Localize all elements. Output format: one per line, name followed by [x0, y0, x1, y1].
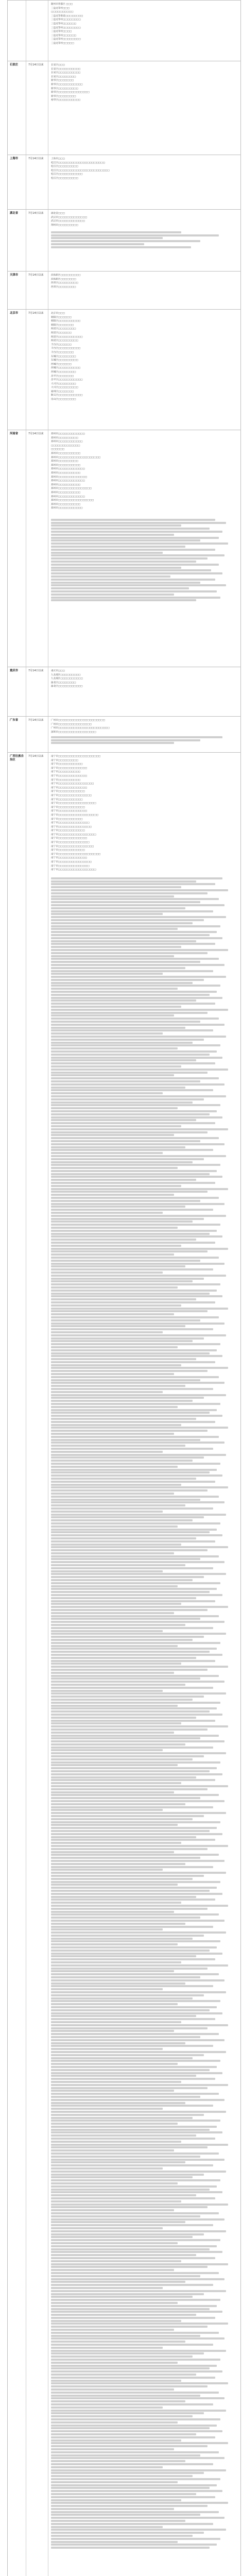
area-line: 海淀区□□□□□□	[51, 331, 72, 334]
area-line: 广州市□□□□□□□□□□□□□□□□□□□□□□□	[51, 727, 110, 730]
area-line: 南宁市□□□□□□□□□□	[51, 771, 81, 774]
area-line: 朝阳区□□□□□□□□□□	[51, 320, 81, 323]
area-line: 武汉市□□□□□□□□□□□□	[51, 220, 85, 223]
date-label: 7月14日以来	[28, 274, 44, 277]
area-line: 南宁市□□□□□□□□□□□	[51, 818, 83, 821]
area-line: 朝阳区□□□□□□	[51, 316, 72, 319]
region-name: 天津市	[10, 274, 19, 277]
area-line: 新华区□□□□□□□□□	[51, 87, 78, 90]
date-label: 7月14日以来	[28, 212, 44, 215]
redacted-text	[51, 735, 237, 745]
area-line: 九龙坡区□□□□□□□□□	[51, 673, 81, 676]
region-name: 河南省	[10, 432, 19, 435]
area-line: 南宁市□□□□□□□□□□□□	[51, 849, 85, 852]
date-label: 7月14日以来	[28, 63, 44, 66]
area-line: 南宁市□□□□□□□□□□□□□□□□□□□	[51, 853, 101, 856]
area-list	[51, 212, 237, 227]
area-list	[51, 63, 237, 103]
area-line: 湖北省□□□	[51, 212, 65, 215]
area-line: 南宁市□□□□□□□□□□□□	[51, 790, 85, 793]
table-section	[8, 716, 240, 753]
area-line: 滨海新区□□□□□□□□□	[51, 274, 81, 277]
area-line: 重庆市□□□	[51, 670, 65, 672]
area-line: 新华区□□□□□□□	[51, 79, 74, 82]
date-label: 7月14日以来	[28, 157, 44, 160]
area-line: 三盘龙等村□□□□□□	[51, 34, 77, 37]
area-line: 长安区□□□□□□□□□□	[51, 67, 81, 71]
area-line: 南宁市□□□□□□□□□□□□□□□□□	[51, 833, 96, 836]
area-list	[51, 3, 237, 46]
area-line: 郑州市□□□□□□□□□□□□□□□	[51, 487, 92, 490]
area-line: 西城区□□□□□□□□	[51, 370, 76, 374]
table-section	[8, 430, 240, 667]
redacted-text	[51, 876, 237, 2550]
area-line: 东城区□□□□□□□□	[51, 355, 76, 358]
area-line: 南宁市□□□□□□□□□□□□□□□	[51, 825, 92, 828]
area-line: □□□□□□□□□□□□□	[51, 444, 80, 447]
area-line: 新华区□□□□□□□□	[51, 95, 76, 98]
table-section	[8, 667, 240, 717]
area-line: 武汉市□□□□□□□□□□□□□	[51, 216, 88, 219]
area-line: 南宁市□□□□□□□□□□□□□	[51, 774, 88, 777]
area-line: 长安区□□□□□□□□□□	[51, 72, 81, 75]
area-line: 郑州市□□□□□□□□□□	[51, 491, 81, 494]
area-line: 郑州市□□□□□□□□□□	[51, 503, 81, 506]
region-name: 上海市	[10, 157, 19, 160]
area-line: 南宁市□□□□□□□□□□□□□□□□	[51, 845, 94, 848]
area-line: 南宁市□□□□□□□□□□□□□□	[51, 841, 90, 844]
table-section	[8, 0, 240, 61]
area-line: 上海市□□□	[51, 158, 65, 160]
area-line: 郑州市□□□□□□□□□□□□□□□□□□□	[51, 456, 101, 459]
area-line: 渝北区□□□□□□□□□□□	[51, 685, 83, 688]
area-line: 郑州市□□□□□□□□□□□□□□□□	[51, 499, 94, 502]
area-line: 三盘龙等村□□□□□□□□	[51, 38, 81, 41]
area-line: 西青区□□□□□□□□	[51, 285, 76, 289]
area-line: 海淀区□□□□□□□□□	[51, 340, 78, 343]
area-line: 昌平区□□□□□□□□□□□	[51, 379, 83, 382]
area-line: 南宁市□□□□□□□□□□□	[51, 798, 83, 801]
area-line: 西青区□□□□□□□□□	[51, 282, 78, 285]
area-line: 南宁市□□□□□□□□□□□	[51, 763, 83, 766]
area-line: □□□□□□□□□□	[51, 11, 74, 14]
area-line: 郑州市□□□□□□□□□□	[51, 452, 81, 455]
area-list	[51, 669, 237, 689]
area-line: 朝阳区□□□□□□□	[51, 324, 74, 327]
area-line: 丰台区□□□□□□	[51, 343, 72, 346]
region-name: 广东省	[10, 719, 19, 722]
area-line: 广州市□□□□□□□□□□□□□□□□□□□□□	[51, 719, 105, 722]
area-line: 南宁市□□□□□□□□□□	[51, 778, 81, 782]
area-line: 渝北区□□□□□□□□	[51, 681, 76, 684]
area-line: 三盘龙等村□□□□□□□□	[51, 26, 81, 29]
area-line: 丰台区□□□□□□□	[51, 351, 74, 354]
date-label: 7月14日以来	[28, 719, 44, 722]
area-line: 海淀区□□□□□□□□□□□	[51, 335, 83, 338]
area-line: 郑州市□□□□□□□□□□□	[51, 440, 83, 444]
redacted-text	[51, 518, 237, 602]
area-line: 松江区□□□□□□□□□□□□□□□□□□□□□	[51, 161, 105, 164]
area-line: 裕华区□□□□□□□□□□	[51, 99, 81, 102]
area-line: 长安区□□□	[51, 64, 65, 66]
region-name: 石家庄	[10, 63, 19, 66]
area-line: 松江区□□□□□□□□□	[51, 177, 78, 180]
area-line: 三盘龙等街道□□□□□□□□	[51, 14, 83, 18]
area-line: 南宁市□□□□□□□□□□□□□□□□□	[51, 802, 96, 805]
area-line: 三盘龙等村□□□□□□	[51, 22, 77, 25]
table-section	[8, 209, 240, 272]
area-line: 昌平区□□□□□□□	[51, 375, 74, 378]
area-list	[51, 274, 237, 289]
area-line: 郑州市□□□□□□□□□□	[51, 483, 81, 486]
area-line: 三盘龙等村□□□□	[51, 30, 72, 33]
area-line: 三盘龙等村□□□□□□□□	[51, 19, 81, 22]
area-line: 松江区□□□□□□□□□□□□□□□□□□□□□□□	[51, 169, 110, 172]
area-line: 南宁市□□□□□□□□□□□□	[51, 806, 85, 809]
area-line: 南宁市□□□□□□□□□□□□□□	[51, 865, 90, 868]
date-label: 7月14日以来	[28, 669, 44, 672]
region-name: 湖北省	[10, 212, 19, 215]
table-section	[8, 61, 240, 155]
area-line: 深圳市□□□□□□□□□□□□□□□□□	[51, 731, 96, 734]
area-line: 新华区□□□□□□□□□□□□□□	[51, 91, 90, 94]
area-line: 长安区□□□□□□□□	[51, 75, 76, 78]
area-line: 海淀区□□□□□□□□	[51, 328, 76, 331]
area-line: 三盘龙等村□□□	[51, 7, 70, 10]
area-line: 随州市曾都区 □□□	[51, 3, 73, 6]
area-list	[51, 312, 237, 402]
area-line: 南宁市□□□□□□□□□□□□□	[51, 786, 88, 789]
area-line: 南宁市□□□□□□□□□□□□□□□□□□	[51, 814, 98, 817]
area-line: 大兴区□□□□□□□□□	[51, 386, 78, 389]
table-section	[8, 271, 240, 310]
area-line: 三盘龙等村□□□□□	[51, 42, 74, 45]
area-line: 郑州市□□□□□□□□□□□□	[51, 433, 85, 435]
area-line: 北京市□□□	[51, 312, 65, 315]
region-name: 广西壮族自治区	[10, 755, 24, 761]
area-list	[51, 432, 237, 511]
area-line: 南宁市□□□□□□□□□□□□□□□	[51, 794, 92, 797]
area-line: 房山区□□□□□□□□	[51, 398, 76, 401]
area-line: 南宁市□□□□□□□□□□□□□□□□	[51, 783, 94, 786]
area-line: 郑州市□□□□□□□□□	[51, 460, 78, 463]
area-line: 南宁市□□□□□□□□□□□□□□	[51, 822, 90, 825]
area-line: 荆州市□□□□□□□□□	[51, 224, 78, 227]
area-line: 郑州市□□□□□□□□□□□□□	[51, 476, 88, 479]
area-line: 南宁市□□□□□□□□□	[51, 759, 78, 762]
area-line: 松江区□□□□□□□□□	[51, 165, 78, 168]
area-line: 东城区□□□□□□□□□	[51, 359, 78, 362]
area-line: 南宁市□□□□□□□□□□□□□□□□□□□	[51, 755, 101, 758]
area-line: 滨海新区□□□□□□□	[51, 278, 76, 281]
area-line: 郑州市□□□□□□□□□□□□	[51, 495, 85, 498]
area-list	[51, 755, 237, 872]
risk-area-table	[7, 0, 241, 2576]
table-section	[8, 752, 240, 2576]
area-list	[51, 157, 237, 181]
area-line: 郑州市□□□□□□□□□□	[51, 464, 81, 467]
redacted-text	[51, 230, 237, 249]
area-line: 大兴区□□□□□□□□	[51, 382, 76, 385]
area-line: 松江区□□□□□□□□□□□	[51, 173, 83, 176]
area-line: 丰台区□□□□□□□□□□	[51, 347, 81, 350]
area-line: 南宁市□□□□□□□□□□□□□	[51, 767, 88, 770]
area-line: 广州市□□□□□□□□□□□□□□□	[51, 723, 92, 726]
area-line: 郑州市□□□□□□□□□□□□	[51, 480, 85, 483]
table-section	[8, 155, 240, 210]
area-line: 郑州市□□□□□□□□□□□	[51, 507, 83, 510]
area-line: 南宁市□□□□□□□□□□□□□	[51, 857, 88, 860]
region-name: 重庆市	[10, 669, 19, 672]
area-line: 南宁市□□□□□□□□□□□□□	[51, 837, 88, 840]
area-line: 西城区□□□□□□	[51, 363, 72, 366]
date-label: 7月14日以来	[28, 755, 44, 758]
date-label: 7月14日以来	[28, 312, 44, 315]
area-line: 西城区□□□□□□□□□□	[51, 367, 81, 370]
area-line: 南宁市□□□□□□□□□□□□□□□	[51, 861, 92, 864]
area-line: 郑州市□□□□□□□□□□□□	[51, 468, 85, 471]
area-line: 顺义区□□□□□□□□□□□	[51, 394, 83, 397]
area-line: 九龙坡区□□□□□□□□□□	[51, 677, 83, 681]
area-line: 新华区□□□□□□□□□□□	[51, 83, 83, 86]
area-line: 郑州市□□□□□□□□□□	[51, 471, 81, 474]
area-line: 南宁市□□□□□□□□□□□□□	[51, 810, 88, 813]
area-line: 郑州市□□□□□□□□□	[51, 436, 78, 439]
date-label: 7月14日以来	[28, 432, 44, 435]
region-name: 北京市	[10, 312, 19, 315]
area-line: 通州区□□□□□□□	[51, 390, 74, 393]
area-list	[51, 719, 237, 734]
table-section	[8, 309, 240, 430]
area-line: □□□□□□	[51, 448, 65, 451]
area-line: 南宁市□□□□□□□□□□□□	[51, 829, 85, 833]
area-line: 南宁市□□□□□□□□□□□□□□□□□	[51, 869, 96, 872]
